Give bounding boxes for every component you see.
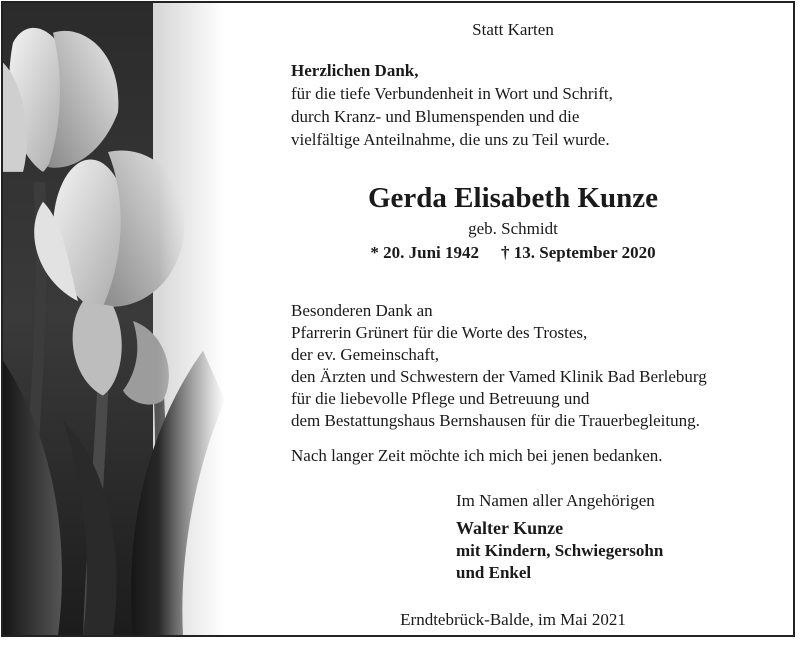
- life-dates: [233, 242, 793, 264]
- birth-name: geb. Schmidt: [468, 219, 558, 238]
- signature-intro: Im Namen aller Angehörigen: [456, 491, 655, 510]
- thanks-line: für die tiefe Verbundenheit in Wort und Schrift,: [291, 84, 613, 103]
- special-thanks-line: Pfarrerin Grünert für die Worte des Trostes,: [291, 323, 588, 342]
- special-thanks-line: den Ärzten und Schwestern der Vamed Klinik Bad Berleburg: [291, 367, 707, 386]
- signature-line: mit Kindern, Schwiegersohn: [456, 541, 664, 560]
- birth-date: * 20. Juni 1942: [370, 243, 480, 262]
- thanks-line: durch Kranz- und Blumenspenden und die: [291, 107, 580, 126]
- place-date: Erndtebrück-Balde, im Mai 2021: [400, 610, 626, 629]
- deceased-name: Gerda Elisabeth Kunze: [367, 182, 658, 214]
- signature-name: Walter Kunze: [456, 518, 564, 538]
- obituary-text: [3, 3, 793, 635]
- special-thanks-line: Besonderen Dank an: [291, 301, 433, 320]
- signature-line: und Enkel: [456, 563, 532, 582]
- special-thanks-line: dem Bestattungshaus Bernshausen für die Trauerbegleitung.: [291, 411, 700, 430]
- death-date: † 13. September 2020: [501, 243, 656, 262]
- header-note: Statt Karten: [472, 20, 554, 39]
- special-thanks-line: für die liebevolle Pflege und Betreuung und: [291, 389, 590, 408]
- obituary-card: [1, 1, 795, 637]
- special-thanks-line: der ev. Gemeinschaft,: [291, 345, 440, 364]
- thanks-line: vielfältige Anteilnahme, die uns zu Teil wurde.: [291, 130, 610, 149]
- closing-line: Nach langer Zeit möchte ich mich bei jenen bedanken.: [291, 446, 663, 465]
- thanks-heading: Herzlichen Dank,: [291, 61, 419, 80]
